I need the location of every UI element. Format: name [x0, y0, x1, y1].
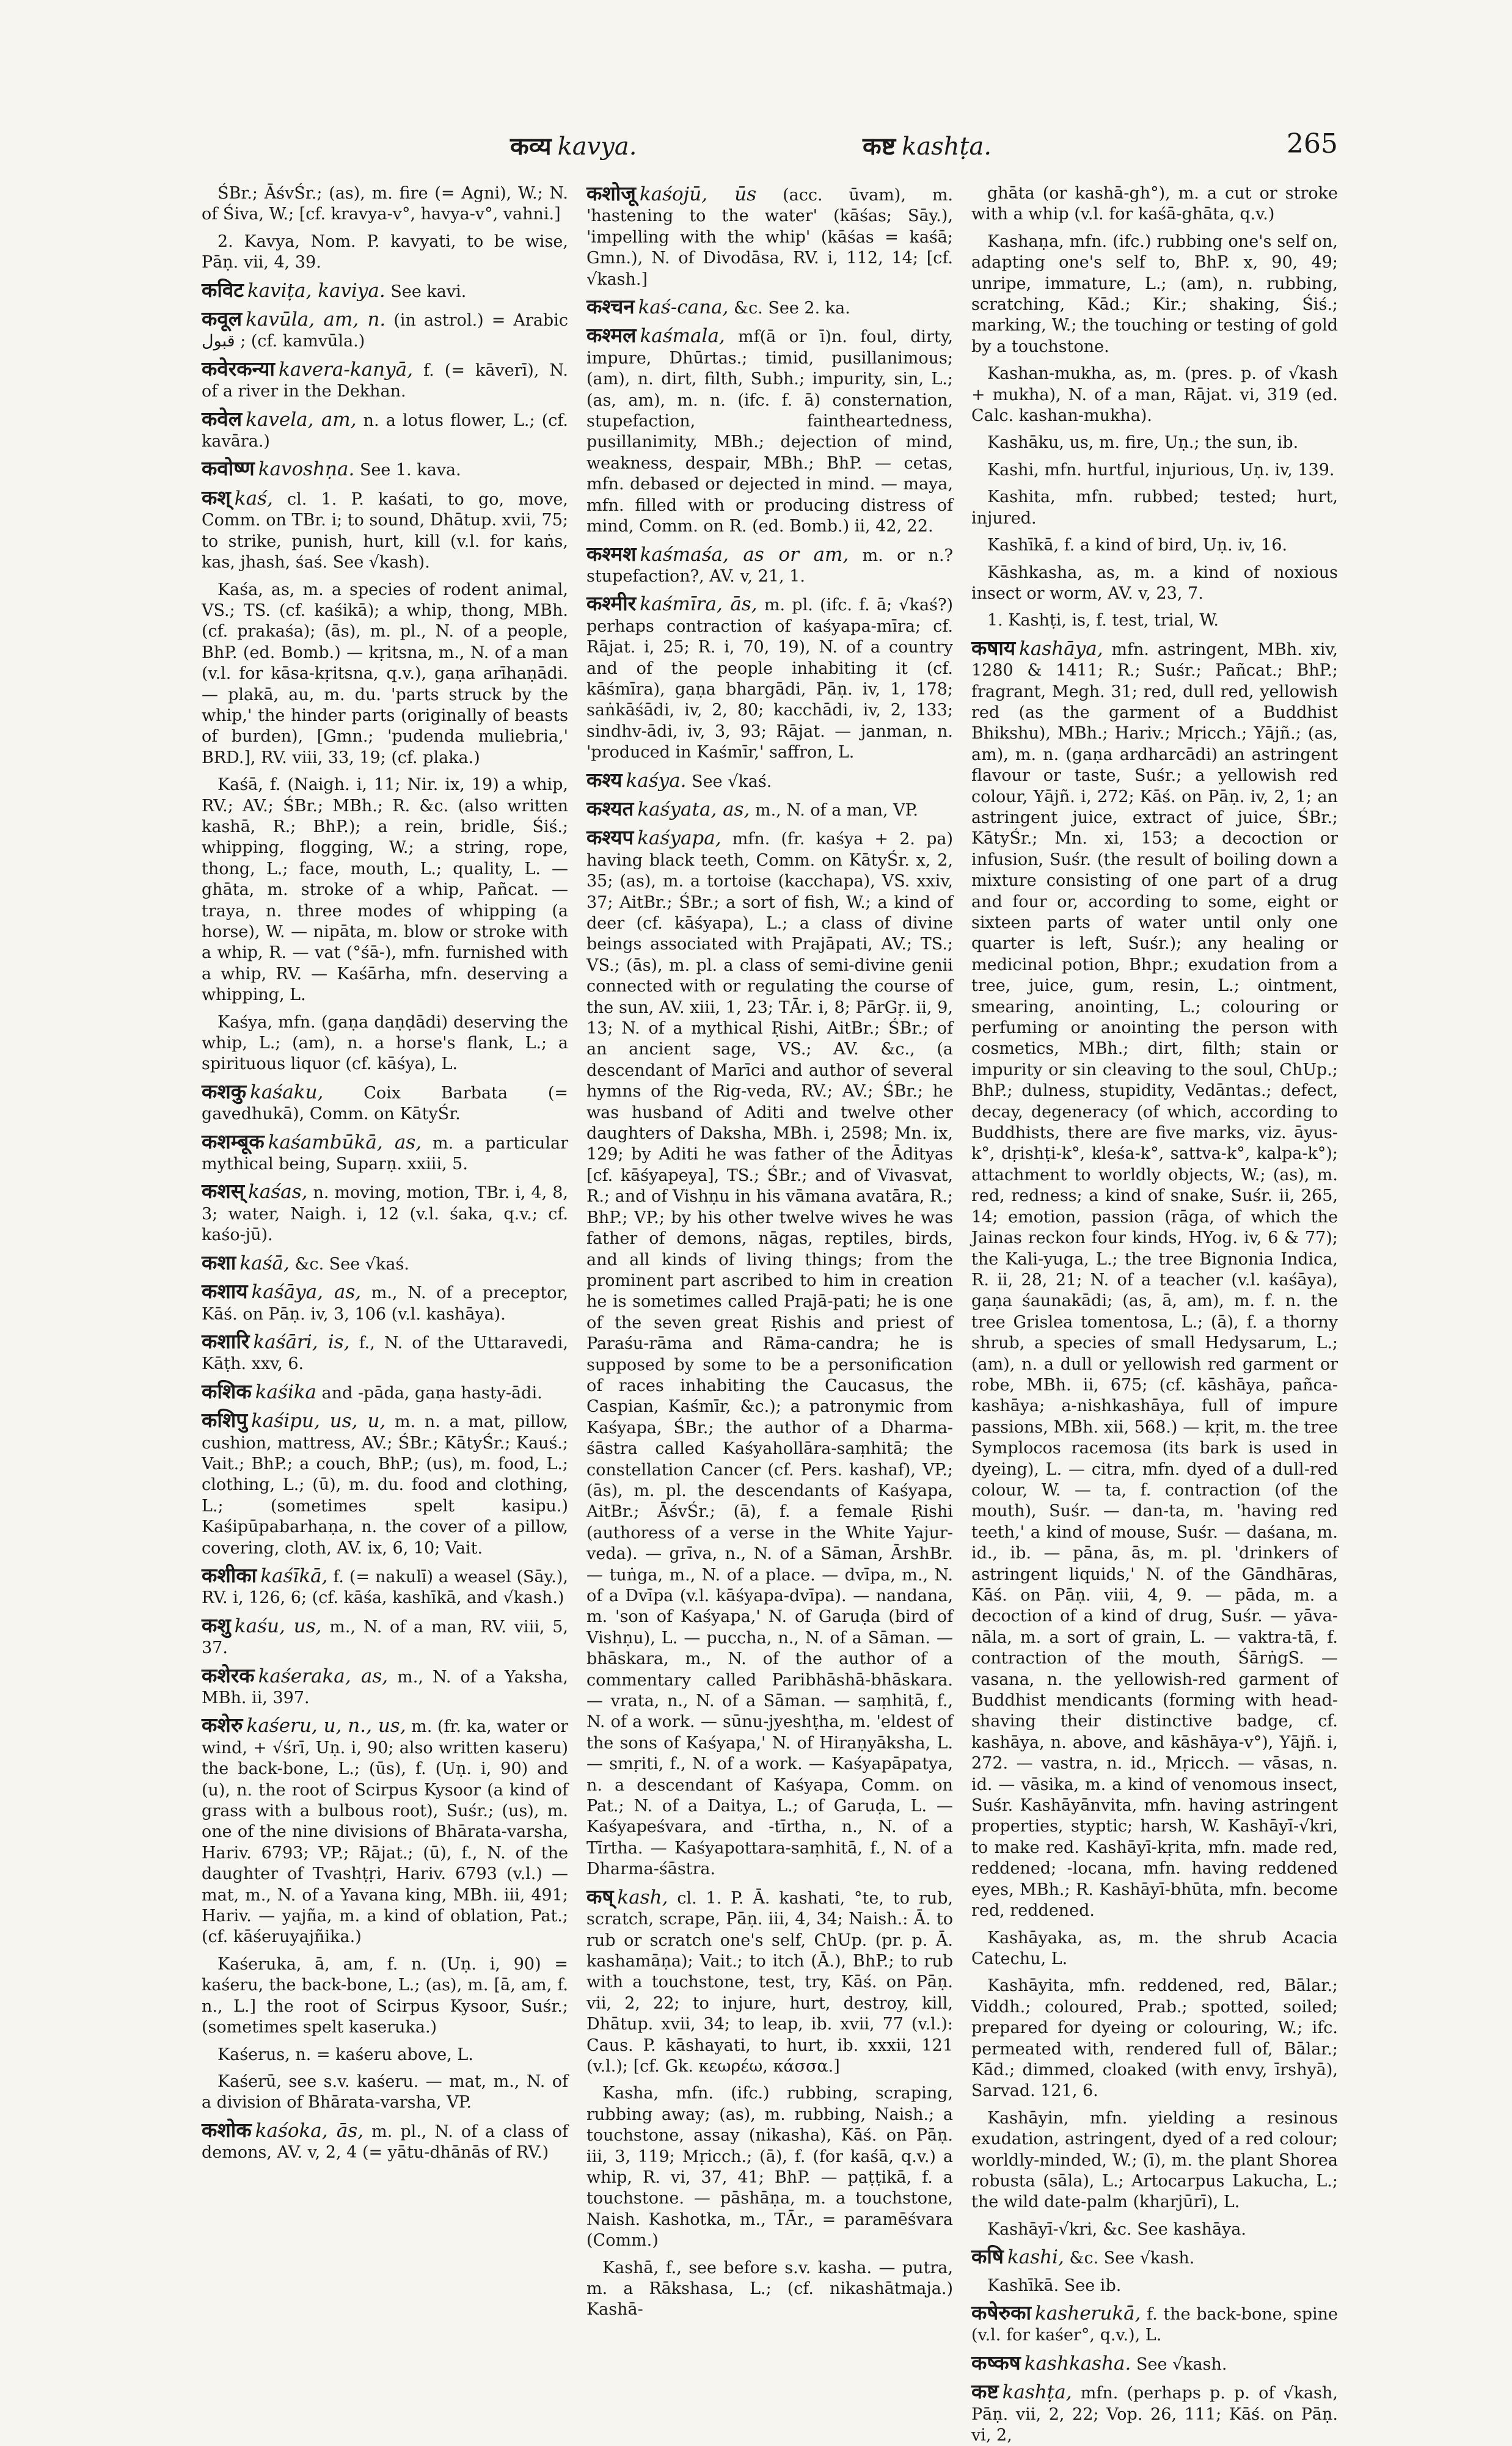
dictionary-entry: [202, 1615, 568, 1659]
devanagari-headword: कष्ट: [971, 2379, 999, 2404]
devanagari-headword: कशाय: [202, 1279, 248, 1304]
definition-text: Kasha, mfn. (ifc.) rubbing, scraping, rubbing away; (as), m. rubbing, Naish.; a touchstone, assay (nikasha), Kāś. on Pāṇ. iii, 3, 119; Mṛicch.; (ā), f. (for kaśā, q.v.) a whip, R. vi, 37, 41; BhP. — paṭṭikā, f. a touchstone. — pāshāṇa, m. a touchstone, Naish. Kashotka, m., TĀr., = paramēśvara (Comm.): [586, 2084, 953, 2251]
dictionary-entry: [202, 1281, 568, 1325]
dictionary-entry: [202, 277, 568, 302]
dictionary-entry: [202, 356, 568, 403]
headword: kash,: [617, 1886, 668, 1908]
headword: kaśambūkā, as,: [268, 1131, 422, 1153]
devanagari-headword: कशेरक: [202, 1663, 255, 1687]
dictionary-entry: [202, 1715, 568, 1948]
definition-text: m. pl., N. of a class of demons, AV. v, 2, 4 (= yātu-dhānās of RV.): [202, 2122, 568, 2163]
column-1: [202, 183, 569, 2163]
dictionary-entry: [971, 2246, 1338, 2269]
definition-text: f., N. of the Uttaravedi, Kāṭh. xxv, 6.: [202, 1333, 568, 1374]
dictionary-entry: [202, 1181, 568, 1246]
column-2: [586, 181, 953, 2320]
definition-text: 1. Kashṭi, is, f. test, trial, W.: [987, 611, 1219, 630]
dictionary-entry: [202, 1331, 568, 1375]
headword: kavūla, am, n.: [246, 308, 386, 331]
headword: kaśyapa,: [637, 827, 721, 850]
devanagari-headword: कष्: [586, 1884, 614, 1908]
headword: kaśoka, ās,: [255, 2119, 364, 2142]
dictionary-entry: [202, 458, 568, 481]
devanagari-headword: कष्कष: [971, 2350, 1021, 2375]
headword: kashṭa,: [1002, 2381, 1072, 2404]
headword: kaśā,: [239, 1252, 290, 1274]
devanagari-headword: कशारि: [202, 1329, 250, 1353]
column-3: [971, 183, 1338, 2445]
definition-text: f. (= nakulī) a weasel (Sāy.), RV. i, 126, 6; (cf. kāśa, kashīkā, and √kash.): [202, 1567, 568, 1608]
dictionary-entry: [586, 541, 953, 588]
definition-text: mfn. astringent, MBh. xiv, 1280 & 1411; R.; Suśr.; Pañcat.; BhP.; fragrant, Megh. 31; red, dull red, yellowish red (as the garment of a Buddhist Bhikshu), MBh.; Hariv.; Mṛicch.; Yājñ.; (as, am), m. n. (gaṇa ardharcādi) an astringent flavour or taste, Suśr.; a yellowish red colour, Yājñ. i, 272; Kāś. on Pāṇ. iv, 2, 1; an astringent juice, extract of juice, ŚBr.; KātyŚr.; Mn. xi, 153; a decoction or infusion, Suśr. (the result of boiling down a mixture consisting of one part of a drug and four or, according to some, eight or sixteen parts of water until only one quarter is left, Suśr.); any healing or medicinal potion, Bhpr.; exudation from a tree, juice, gum, resin, L.; ointment, smearing, anointing, L.; colouring or perfuming or anointing the person with cosmetics, MBh.; dirt, filth; stain or impurity or sin cleaving to the soul, ChUp.; BhP.; dulness, stupidity, Vedāntas.; defect, decay, degeneracy (of which, according to Buddhists, there are five marks, viz. āyus-k°, dṛishṭi-k°, kleśa-k°, sattva-k°, kalpa-k°); attachment to worldly objects, W.; (as), m. red, redness; a kind of snake, Suśr. ii, 265, 14; emotion, passion (rāga, of which the Jainas reckon four kinds, HYog. iv, 6 & 77); the Kali-yuga, L.; the tree Bignonia Indica, R. ii, 28, 21; N. of a teacher (v.l. kaśāya), gaṇa śaunakādi; (as, ā, am), m. f. n. the tree Grislea tomentosa, L.; (ā), f. a thorny shrub, a species of small Hedysarum, L.; (am), n. a dull or yellowish red garment or robe, MBh. ii, 675; (cf. kāshāya, pañca-kashāya; a-nishkashāya, full of impure passions, MBh. xii, 568.) — kṛit, m. the tree Symplocos racemosa (its bark is used in dyeing), L. — citra, mfn. dyed of a dull-red colour, W. — ta, f. contraction (of the mouth), Suśr. — dan-ta, m. 'having red teeth,' a kind of mouse, Suśr. — daśana, m. id., ib. — pāna, ās, m. pl. 'drinkers of astringent liquids,' N. of the Gāndhāras, Kāś. on Pāṇ. viii, 4, 9. — pāda, m. a decoction of a kind of drug, Suśr. — yāva-nāla, m. a sort of grain, L. — vaktra-tā, f. contraction of the mouth, ŚārṅgS. — vasana, n. the yellowish-red garment of Buddhist mendicants (forming with head-shaving their distinctive badge, cf. kashāya, n. above, and kāshāya-v°), Yājñ. i, 272. — vastra, n. id., Mṛicch. — vāsas, n. id. — vāsika, m. a kind of venomous insect, Suśr. Kashāyānvita, mfn. having astringent properties, styptic; harsh, W. Kashāyī-√kri, to make red. Kashāyī-kṛita, mfn. made red, reddened; -locana, mfn. having reddened eyes, MBh.; R. Kashāyī-bhūta, mfn. become red, reddened.: [971, 640, 1338, 1921]
headword: kaśipu, us, u,: [251, 1410, 386, 1433]
dictionary-subentry: [971, 183, 1338, 225]
dictionary-entry: [202, 1252, 568, 1275]
devanagari-headword: कविट: [202, 277, 244, 302]
dictionary-entry: [971, 2381, 1338, 2446]
definition-text: Kashi, mfn. hurtful, injurious, Uṇ. iv, 139.: [987, 460, 1335, 480]
dictionary-subentry: [202, 183, 568, 225]
dictionary-subentry: [202, 1954, 568, 2039]
headword: kaś,: [234, 487, 273, 509]
definition-text: 2. Kavya, Nom. P. kavyati, to be wise, Pāṇ. vii, 4, 39.: [202, 232, 568, 272]
dictionary-subentry: [971, 610, 1338, 631]
devanagari-headword: कशोजू: [586, 181, 636, 205]
dictionary-subentry: [202, 2072, 568, 2114]
definition-text: Kaśeruka, ā, am, f. n. (Uṇ. i, 90) = kaśeru, the back-bone, L.; (as), m. [ā, am, f. n., L.] the root of Scirpus Kysoor, Suśr.; (sometimes spelt kaseruka.): [202, 1954, 568, 2037]
header-left-word: कव्य kavya.: [510, 132, 637, 161]
devanagari-headword: कश्: [202, 485, 231, 509]
definition-text: Kashita, mfn. rubbed; tested; hurt, injured.: [971, 487, 1338, 528]
dictionary-subentry: [586, 2258, 953, 2321]
devanagari-headword: कशेरु: [202, 1713, 243, 1737]
headword: kaś-cana,: [638, 296, 729, 319]
definition-text: Kaśā, f. (Naigh. i, 11; Nir. ix, 19) a whip, RV.; AV.; ŚBr.; MBh.; R. &c. (also written kashā, R.; BhP.); a rein, bridle, Śiś.; whipping, flogging, W.; a string, rope, thong, L.; face, mouth, L.; quality, L. — ghāta, m. stroke of a whip, Pañcat. — traya, n. three modes of whipping (a horse), W. — nipāta, m. blow or stroke with a whip, R. — vat (°śā-), mfn. furnished with a whip, RV. — Kaśārha, mfn. deserving a whipping, L.: [202, 775, 568, 1005]
definition-text: &c. See 2. ka.: [734, 299, 850, 318]
definition-text: Kaśa, as, m. a species of rodent animal, VS.; TS. (cf. kaśikā); a whip, thong, MBh. (cf. prakaśa); (ās), m. pl., N. of a people, BhP. (ed. Bomb.) — kṛitsna, m., N. of a man (v.l. for kāsa-kṛitsna, q.v.), gaṇa arīhaṇādi. — plakā, au, m. du. 'parts struck by the whip,' the hinder parts (originally of beasts of burden), [Gmn.; 'pudenda muliebria,' BRD.], RV. viii, 33, 19; (cf. plaka.): [202, 580, 568, 767]
devanagari-headword: कशीका: [202, 1563, 257, 1587]
dictionary-entry: [586, 798, 953, 821]
dictionary-subentry: [202, 1012, 568, 1075]
definition-text: Kashīkā. See ib.: [987, 2276, 1122, 2295]
dictionary-entry: [202, 406, 568, 453]
dictionary-subentry: [971, 487, 1338, 529]
headword: kasherukā,: [1035, 2302, 1141, 2324]
page-number: 265: [1287, 128, 1338, 159]
header-right-word: कष्ट kashṭa.: [863, 132, 992, 161]
definition-text: Kashāyī-√kri, &c. See kashāya.: [987, 2219, 1246, 2239]
devanagari-headword: कषि: [971, 2244, 1004, 2269]
definition-text: m., N. of a man, VP.: [754, 800, 918, 820]
dictionary-entry: [202, 1665, 568, 1709]
definition-text: Kashā, f., see before s.v. kasha. — putra, m. a Rākshasa, L.; (cf. nikashātmaja.) Kashā-: [586, 2258, 953, 2320]
devanagari-headword: कश्यप: [586, 825, 634, 850]
definition-text: Kaśya, mfn. (gaṇa daṇḍādi) deserving the whip, L.; (am), n. a horse's flank, L.; a spirituous liquor (cf. kāśya), L.: [202, 1012, 568, 1074]
definition-text: Kaśerus, n. = kaśeru above, L.: [217, 2045, 473, 2064]
dictionary-subentry: [971, 563, 1338, 605]
dictionary-subentry: [586, 2083, 953, 2251]
dictionary-subentry: [202, 580, 568, 769]
headword: kaviṭa, kaviya.: [247, 279, 385, 302]
devanagari-headword: कवेरकन्या: [202, 356, 275, 381]
definition-text: Kashāyaka, as, m. the shrub Acacia Catechu, L.: [971, 1928, 1338, 1968]
definition-text: ŚBr.; ĀśvŚr.; (as), m. fire (= Agni), W.; N. of Śiva, W.; [cf. kravya-v°, havya-v°, vahni.]: [202, 184, 568, 224]
headword: kaśeru, u, n., us,: [246, 1715, 406, 1737]
headword: kavoshṇa.: [258, 458, 355, 481]
devanagari-headword: कश्य: [586, 767, 623, 792]
devanagari-headword: कशिपु: [202, 1408, 248, 1433]
definition-text: Kaśerū, see s.v. kaśeru. — mat, m., N. of a division of Bhārata-varsha, VP.: [202, 2072, 568, 2112]
devanagari-headword: कश्मश: [586, 541, 637, 566]
dictionary-entry: [586, 767, 953, 792]
dictionary-entry: [586, 593, 953, 763]
headword: kashāya,: [1019, 637, 1103, 660]
definition-text: m. or n.? stupefaction?, AV. v, 21, 1.: [586, 546, 953, 586]
dictionary-subentry: [971, 363, 1338, 426]
headword: kaśeraka, as,: [258, 1665, 389, 1687]
dictionary-subentry: [971, 1976, 1338, 2101]
definition-text: f. (= kāverī), N. of a river in the Dekhan.: [202, 360, 568, 401]
running-header: [202, 128, 1338, 165]
definition-text: m. pl. (ifc. f. ā; √kaś?) perhaps contraction of kaśyapa-mīra; cf. Rājat. i, 25; R. i, 70, 19), N. of a country and of the people inhabiting it (cf. kāśmīra), gaṇa bhargādi, Pāṇ. iv, 1, 178; saṅkāśādi, iv, 2, 80; kacchādi, iv, 2, 133; sindhv-ādi, iv, 3, 93; Rājat. — janman, n. 'produced in Kaśmīr,' saffron, L.: [586, 596, 953, 762]
dictionary-entry: [586, 1886, 953, 2078]
definition-text: m. a particular mythical being, Suparṇ. xxiii, 5.: [202, 1133, 568, 1174]
dictionary-subentry: [202, 232, 568, 274]
dictionary-entry: [202, 487, 568, 574]
definition-text: Coix Barbata (= gavedhukā), Comm. on KātyŚr.: [202, 1083, 568, 1124]
headword: kaśya.: [626, 769, 687, 792]
headword: kaśāya, as,: [251, 1281, 362, 1304]
devanagari-headword: कश्चन: [586, 294, 635, 319]
definition-text: Kāshkasha, as, m. a kind of noxious insect or worm, AV. v, 23, 7.: [971, 563, 1338, 603]
definition-text: See √kash.: [1136, 2354, 1227, 2374]
dictionary-entry: [202, 1131, 568, 1175]
headword: kaśyata, as,: [637, 798, 750, 820]
dictionary-columns: [202, 181, 1338, 2445]
dictionary-subentry: [971, 535, 1338, 556]
dictionary-subentry: [971, 2108, 1338, 2213]
dictionary-subentry: [971, 2219, 1338, 2240]
dictionary-entry: [586, 827, 953, 1880]
dictionary-subentry: [971, 232, 1338, 357]
definition-text: f. the back-bone, spine (v.l. for kaśer°, q.v.), L.: [971, 2305, 1338, 2345]
headword: kaśmaśa, as or am,: [640, 543, 849, 566]
dictionary-entry: [202, 2117, 568, 2164]
devanagari-headword: कशु: [202, 1613, 231, 1637]
headword: kavera-kanyā,: [278, 358, 413, 381]
dictionary-entry: [202, 1410, 568, 1559]
definition-text: Kashāyin, mfn. yielding a resinous exudation, astringent, dyed of a red colour; worldly-minded, W.; (ī), m. the plant Shorea robusta (sāla), L.; Artocarpus Lakucha, L.; the wild date-palm (kharjūrī), L.: [971, 2108, 1338, 2212]
devanagari-headword: कशस्: [202, 1179, 245, 1203]
devanagari-headword: कश्मीर: [586, 591, 637, 616]
dictionary-entry: [971, 635, 1338, 1922]
devanagari-headword: कशिक: [202, 1379, 252, 1403]
definition-text: cl. 1. P. kaśati, to go, move, Comm. on TBr. i; to sound, Dhātup. xvii, 75; to strike, punish, hurt, kill (v.l. for kaṅs, kas, jhash, śaś. See √kash).: [202, 489, 568, 572]
headword: kaśmala,: [640, 325, 725, 348]
headword: kashi,: [1007, 2246, 1064, 2269]
dictionary-entry: [202, 1081, 568, 1125]
headword: kaśīkā,: [260, 1564, 328, 1587]
dictionary-entry: [586, 183, 953, 290]
devanagari-headword: कश्यत: [586, 796, 634, 820]
definition-text: &c. See √kash.: [1069, 2249, 1195, 2268]
headword: kaśu, us,: [234, 1615, 322, 1637]
dictionary-subentry: [202, 2045, 568, 2065]
devanagari-headword: कशकु: [202, 1079, 247, 1103]
definition-text: mf(ā or ī)n. foul, dirty, impure, Dhūrtas.; timid, pusillanimous; (am), n. dirt, filth, Subh.; impurity, sin, L.; (as, am), m. n. (ifc. f. ā) consternation, stupefaction, faintheartedness, pusillanimity, MBh.; dejection of mind, weakness, despair, MBh.; BhP. — cetas, mfn. debased or dejected in mind. — maya, mfn. filled with or producing distress of mind, Comm. on R. (ed. Bomb.) ii, 42, 22.: [586, 327, 953, 536]
definition-text: n. moving, motion, TBr. i, 4, 8, 3; water, Naigh. i, 12 (v.l. śaka, q.v.; cf. kaśo-jū).: [202, 1183, 568, 1245]
definition-text: Kashaṇa, mfn. (ifc.) rubbing one's self on, adapting one's self to, BhP. x, 90, 49; unripe, immature, L.; (am), n. rubbing, scratching, Kād.; Kir.; shaking, Śiś.; marking, W.; the touching or testing of gold by a touchstone.: [971, 232, 1338, 356]
definition-text: Kashāyita, mfn. reddened, red, Bālar.; Viddh.; coloured, Prab.; spotted, soiled; prepared for dyeing or colouring, W.; ifc. permeated with, rendered full of, Bālar.; Kād.; dimmed, cloaked (with envy, īrshyā), Sarvad. 121, 6.: [971, 1976, 1338, 2101]
dictionary-entry: [971, 2350, 1338, 2375]
devanagari-headword: कषाय: [971, 635, 1016, 660]
dictionary-subentry: [971, 1928, 1338, 1970]
definition-text: (in astrol.) = Arabic قبول ; (cf. kamvūla.): [202, 311, 568, 351]
devanagari-headword: कशोक: [202, 2117, 252, 2142]
definition-text: ghāta (or kashā-gh°), m. a cut or stroke with a whip (v.l. for kaśā-ghāta, q.v.): [971, 184, 1338, 224]
definition-text: n. a lotus flower, L.; (cf. kavāra.): [202, 411, 568, 451]
dictionary-entry: [586, 325, 953, 537]
definition-text: and -pāda, gaṇa hasty-ādi.: [321, 1383, 542, 1403]
dictionary-subentry: [971, 433, 1338, 453]
definition-text: See kavi.: [390, 282, 467, 301]
definition-text: See √kaś.: [692, 772, 772, 791]
headword: kaśaku,: [250, 1081, 324, 1103]
devanagari-headword: कशम्बूक: [202, 1129, 265, 1153]
devanagari-headword: कशा: [202, 1250, 236, 1274]
definition-text: m., N. of a Yaksha, MBh. ii, 397.: [202, 1667, 568, 1707]
devanagari-headword: कवूल: [202, 307, 243, 331]
headword: kaśāri, is,: [253, 1331, 350, 1353]
dictionary-entry: [586, 296, 953, 319]
dictionary-entry: [202, 1381, 568, 1404]
definition-text: &c. See √kaś.: [294, 1254, 409, 1274]
dictionary-subentry: [971, 460, 1338, 481]
headword: kaśika: [255, 1381, 317, 1403]
definition-text: m., N. of a man, RV. viii, 5, 37.: [202, 1617, 569, 1658]
definition-text: m. (fr. ka, water or wind, + √śrī, Uṇ. i, 90; also written kaseru) the back-bone, L.; (ūs), f. (Uṇ. i, 90) and (u), n. the root of Scirpus Kysoor (a kind of grass with a bulbous root), Suśr.; (us), m. one of the nine divisions of Bhārata-varsha, Hariv. 6793; VP.; Rājat.; (ū), f., N. of the daughter of Tvashṭṛi, Hariv. 6793 (v.l.) — mat, m., N. of a Yavana king, MBh. iii, 491; Hariv. — yajña, m. a kind of oblation, Pat.; (cf. kāśeruyajñika.): [202, 1717, 568, 1947]
headword: kaśmīra, ās,: [640, 593, 758, 616]
dictionary-entry: [971, 2302, 1338, 2346]
devanagari-headword: कवेल: [202, 406, 243, 431]
headword: kavela, am,: [246, 408, 357, 431]
definition-text: Kashan-mukha, as, m. (pres. p. of √kash + mukha), N. of a man, Rājat. vi, 319 (ed. Calc. kashan-mukha).: [971, 364, 1338, 426]
devanagari-headword: कवोष्ण: [202, 456, 255, 481]
definition-text: See 1. kava.: [359, 461, 461, 480]
dictionary-subentry: [202, 775, 568, 1006]
definition-text: m. n. a mat, pillow, cushion, mattress, AV.; ŚBr.; KātyŚr.; Kauś.; Vait.; BhP.; a couch, BhP.; (us), m. food, L.; clothing, L.; (ū), m. du. food and clothing, L.; (sometimes spelt kasipu.) Kaśipūpabarhaṇa, n. the cover of a pillow, covering, cloth, AV. ix, 6, 10; Vait.: [202, 1412, 568, 1558]
dictionary-subentry: [971, 2276, 1338, 2296]
definition-text: m., N. of a preceptor, Kāś. on Pāṇ. iv, 3, 106 (v.l. kashāya).: [202, 1283, 568, 1324]
definition-text: cl. 1. P. Ā. kashati, °te, to rub, scratch, scrape, Pāṇ. iii, 4, 34; Naish.: Ā. to rub or scratch one's self, ChUp. (pr. p. Ā. kashamāṇa); Vait.; to itch (Ā.), BhP.; to rub with a touchstone, test, try, Kāś. on Pāṇ. vii, 2, 22; to injure, hurt, destroy, kill, Dhātup. xvii, 34; to leap, ib. xvii, 77 (v.l.): Caus. P. kāshayati, to hurt, ib. xxxii, 121 (v.l.); [cf. Gk. κεωρέω, κάσσα.]: [586, 1888, 953, 2076]
devanagari-headword: कषेरुका: [971, 2301, 1032, 2324]
definition-text: Kashīkā, f. a kind of bird, Uṇ. iv, 16.: [987, 536, 1288, 555]
headword: kaśojū, ūs: [639, 183, 757, 205]
headword: kashkasha.: [1024, 2352, 1131, 2375]
dictionary-entry: [202, 1565, 568, 1609]
headword: kaśas,: [248, 1181, 308, 1203]
devanagari-headword: कश्मल: [586, 323, 637, 348]
definition-text: mfn. (perhaps p. p. of √kash, Pāṇ. vii, 2, 22; Vop. 26, 111; Kāś. on Pāṇ. vi, 2,: [971, 2384, 1338, 2445]
definition-text: (acc. ūvam), m. 'hastening to the water' (kāśas; Sāy.), 'impelling with the whip' (kāśas = kaśā; Gmn.), N. of Divodāsa, RV. i, 112, 14; [cf. √kash.]: [586, 186, 953, 289]
dictionary-entry: [202, 308, 568, 352]
definition-text: mfn. (fr. kaśya + 2. pa) having black teeth, Comm. on KātyŚr. x, 2, 35; (as), m. a tortoise (kacchapa), VS. xxiv, 37; AitBr.; ŚBr.; a sort of fish, W.; a kind of deer (cf. kāśyapa), L.; a class of divine beings associated with Prajāpati, AV.; TS.; VS.; (ās), m. pl. a class of semi-divine genii connected with or regulating the course of the sun, AV. xiii, 1, 23; TĀr. i, 8; PārGṛ. ii, 9, 13; N. of a mythical Ṛishi, AitBr.; ŚBr.; of an ancient sage, VS.; AV. &c., (a descendant of Marīci and author of several hymns of the Rig-veda, RV.; AV.; ŚBr.; he was husband of Aditi and twelve other daughters of Daksha, MBh. i, 2598; Mn. ix, 129; by Aditi he was father of the Ādityas [cf. kāśyapeya], TS.; ŚBr.; and of Vivasvat, R.; and of Vishṇu in his vāmana avatāra, R.; BhP.; VP.; by his other twelve wives he was father of demons, nāgas, reptiles, birds, and all kinds of living things; from the prominent part ascribed to him in creation he is sometimes called Prajā-pati; he is one of the seven great Ṛishis and priest of Paraśu-rāma and Rāma-candra; he is supposed by some to be a personification of races inhabiting the Caucasus, the Caspian, Kaśmīr, &c.); a patronymic from Kaśyapa, ŚBr.; the author of a Dharma-śāstra called Kaśyahollāra-saṃhitā; the constellation Cancer (cf. Pers. kashaf), VP.; (ās), m. pl. the descendants of Kaśyapa, AitBr.; ĀśvŚr.; (ā), f. a female Ṛishi (authoress of a verse in the White Yajur-veda). — grīva, n., N. of a Sāman, ĀrshBr. — tuṅga, m., N. of a place. — dvīpa, m., N. of a Dvīpa (v.l. kāśyapa-dvīpa). — nandana, m. 'son of Kaśyapa,' N. of Garuḍa (bird of Vishṇu), L. — puccha, n., N. of a Sāman. — bhāskara, m., N. of the author of a commentary called Paribhāshā-bhāskara. — vrata, n., N. of a Sāman. — saṃhitā, f., N. of a work. — sūnu-jyeshṭha, m. 'eldest of the sons of Kaśyapa,' N. of Hiraṇyāksha, L. — smṛiti, f., N. of a work. — Kaśyapāpatya, n. a descendant of Kaśyapa, Comm. on Pat.; N. of a Daitya, L.; of Garuḍa, L. — Kaśyapeśvara, and -tīrtha, n., N. of a Tīrtha. — Kaśyapottara-saṃhitā, f., N. of a Dharma-śāstra.: [586, 830, 953, 1879]
definition-text: Kashāku, us, m. fire, Uṇ.; the sun, ib.: [987, 433, 1299, 453]
